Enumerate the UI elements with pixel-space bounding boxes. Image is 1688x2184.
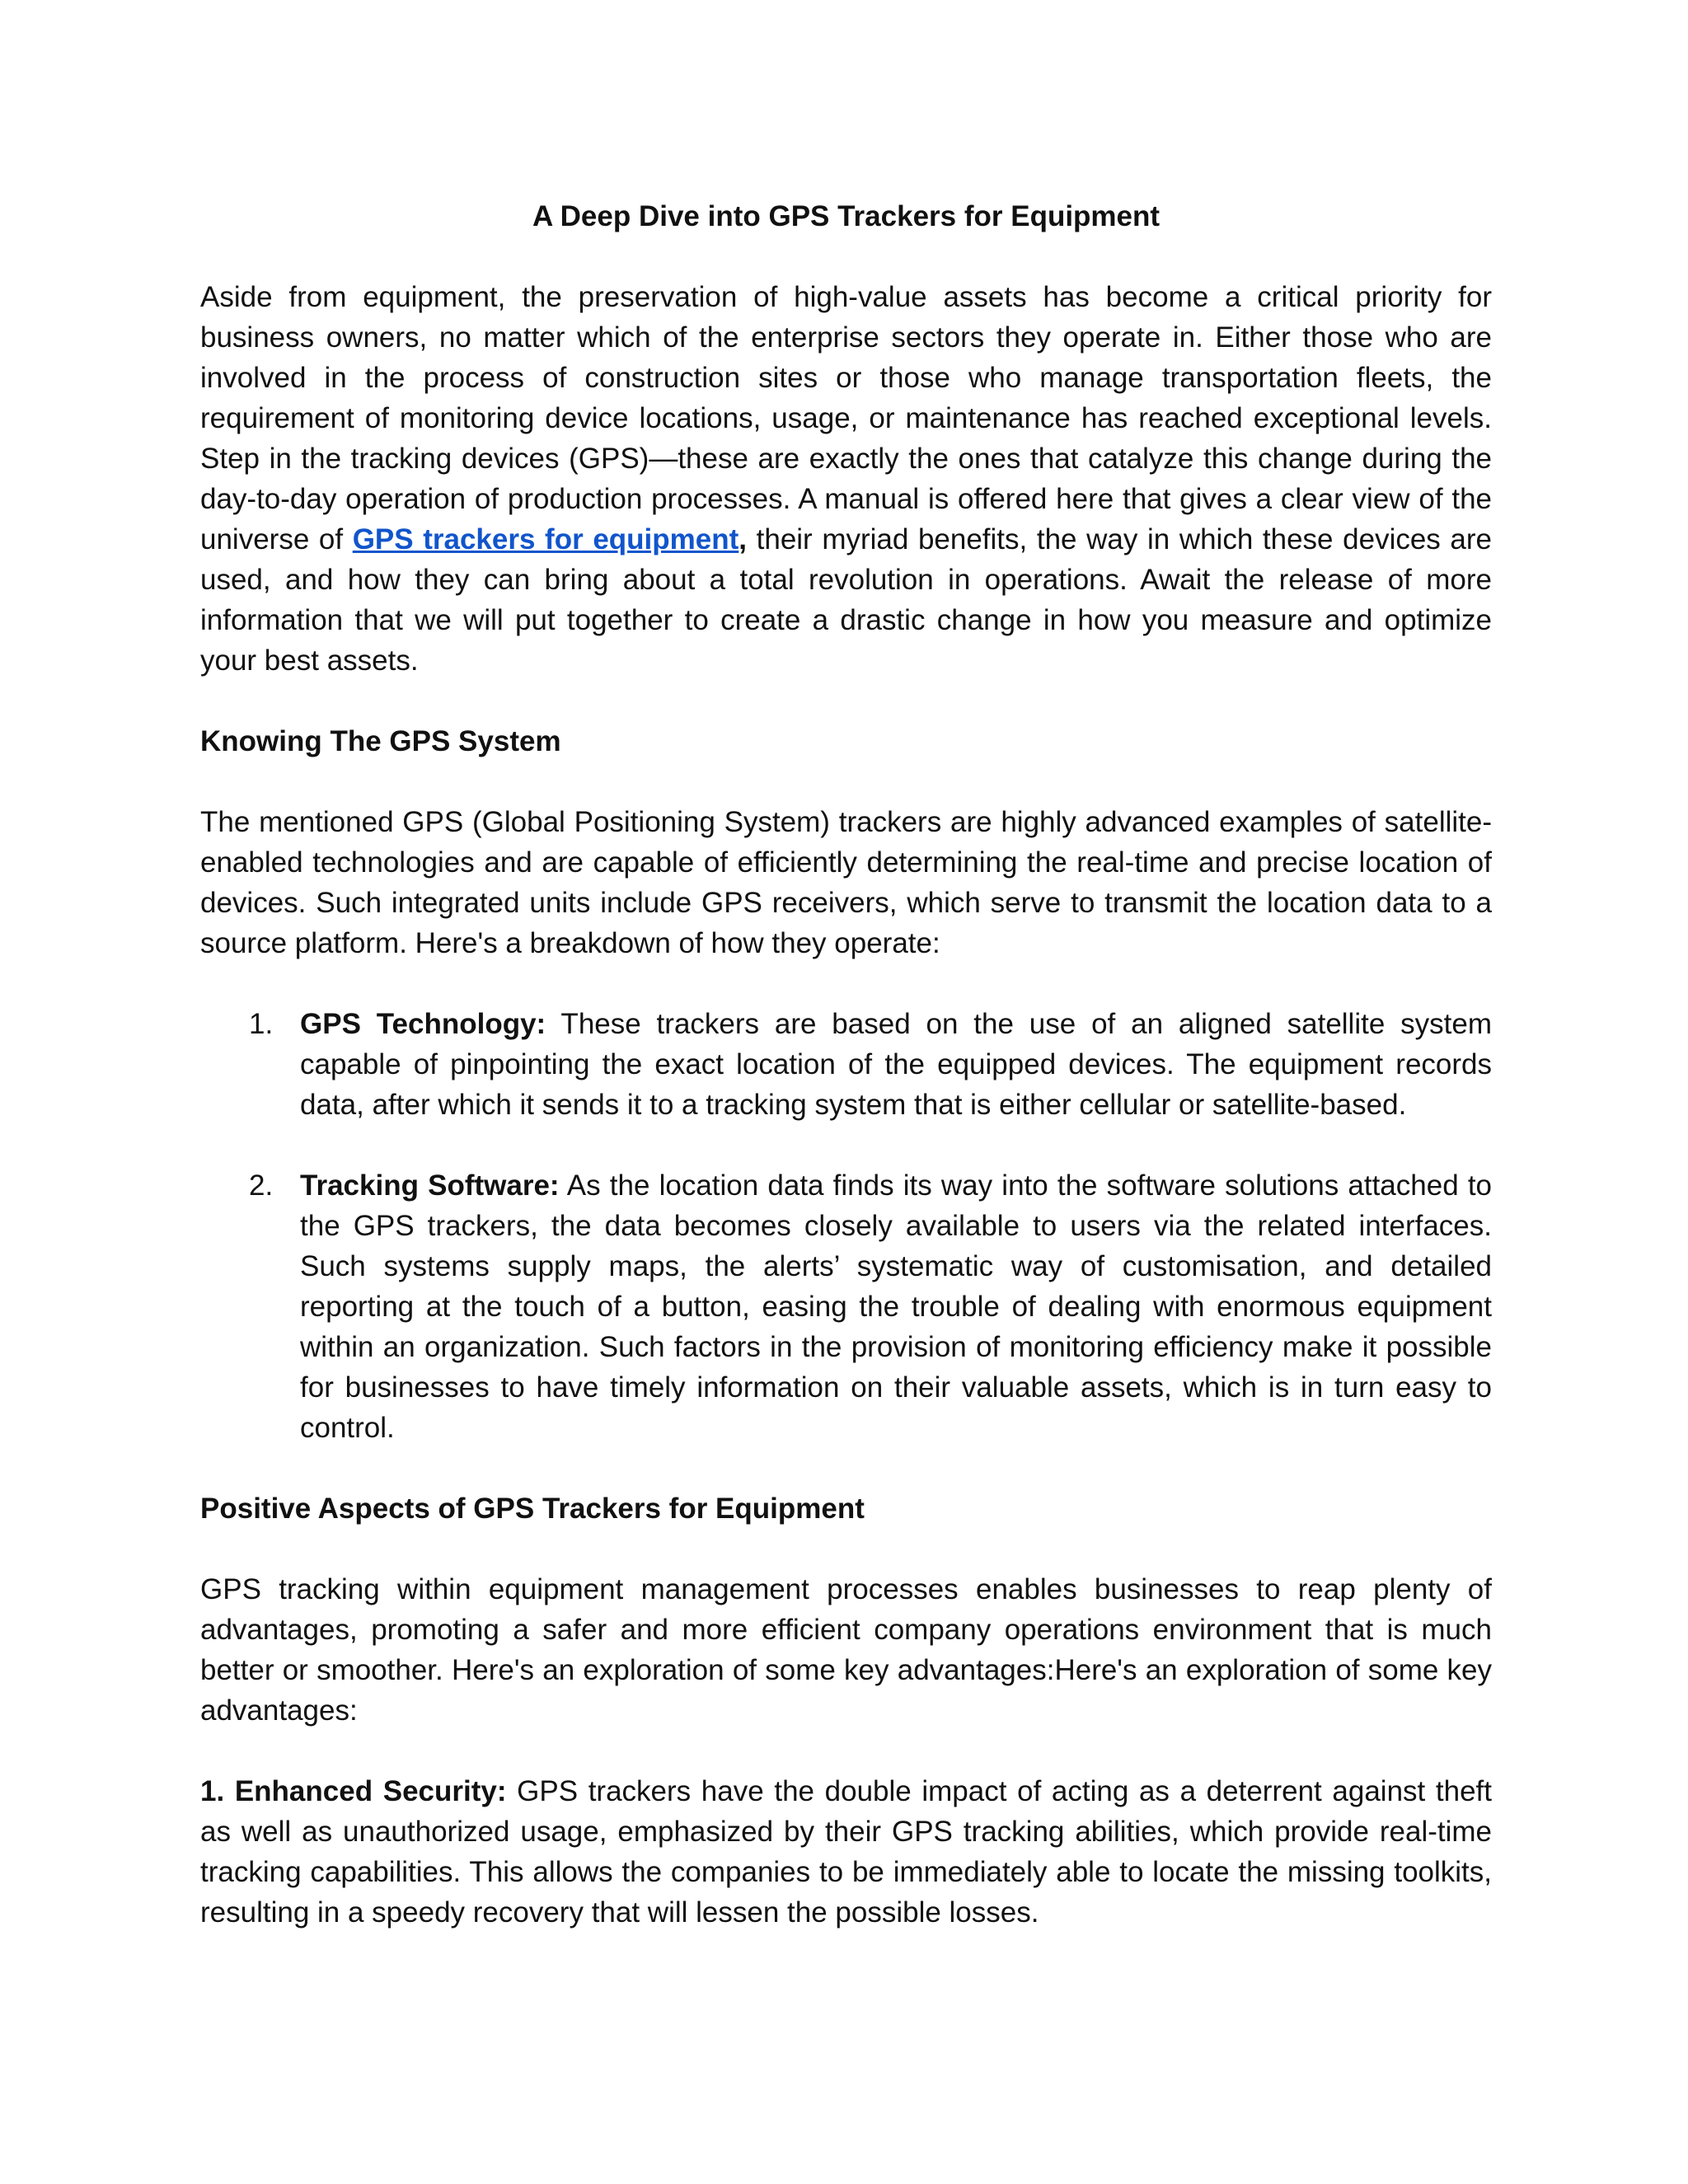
list-item [200, 1004, 1492, 1125]
list-item-number: 1. [249, 1008, 274, 1040]
intro-text-after-link: their myriad benefits, the way in which these devices are used, and how they can bring about a total revolution in operations. Await the release of more information that we will put together to create a drastic change in how you measure and optimize your best assets. [200, 523, 1493, 677]
gps-system-paragraph: The mentioned GPS (Global Positioning System) trackers are highly advanced examples of satellite-enabled technologies and are capable of efficiently determining the real-time and precise location of devices. Such integrated units include GPS receivers, which serve to transmit the location data to a source platform. Here's a breakdown of how they operate: [200, 806, 1492, 959]
section-heading-positive-aspects: Positive Aspects of GPS Trackers for Equipment [200, 1493, 865, 1525]
list-item-text: As the location data finds its way into the software solutions attached to the GPS trackers, the data becomes closely available to users via the related interfaces. Such systems supply maps, the alerts’ systematic way of customisation, and detailed reporting at the touch of a button, easing the trouble of dealing with enormous equipment within an organization. Such factors in the provision of monitoring efficiency make it possible for businesses to have timely information on their valuable assets, which is in turn easy to control. [300, 1169, 1493, 1444]
list-item-text: These trackers are based on the use of an aligned satellite system capable of pinpointing the exact location of the equipped devices. The equipment records data, after which it sends it to a tracking system that is either cellular or satellite-based. [300, 1008, 1492, 1121]
intro-bold-comma: , [738, 523, 748, 555]
list-item-label: Tracking Software: [300, 1169, 560, 1202]
intro-paragraph [200, 277, 1492, 681]
list-item-label: GPS Technology: [300, 1008, 546, 1040]
positive-aspects-paragraph: GPS tracking within equipment management processes enables businesses to reap plenty of advantages, promoting a safer and more efficient company operations environment that is much better or smoother. Here's an exploration of some key advantages:Here's an exploration of some key advantages: [200, 1573, 1492, 1727]
enhanced-security-label: 1. Enhanced Security: [200, 1775, 507, 1807]
gps-operation-list [200, 1004, 1492, 1448]
intro-text-before-link: Aside from equipment, the preservation of high-value assets has become a critical priority for business owners, no matter which of the enterprise sectors they operate in. Either those who are involved in the process of construction sites or those who manage transportation fleets, the requirement of monitoring device locations, usage, or maintenance has reached exceptional levels. Step in the tracking devices (GPS)—these are exactly the ones that catalyze this change during the day-to-day operation of production processes. A manual is offered here that gives a clear view of the universe of [200, 281, 1492, 555]
enhanced-security-text: GPS trackers have the double impact of acting as a deterrent against theft as well as unauthorized usage, emphasized by their GPS tracking abilities, which provide real-time tracking capabilities. This allows the companies to be immediately able to locate the missing toolkits, resulting in a speedy recovery that will lessen the possible losses. [200, 1775, 1493, 1929]
gps-trackers-link[interactable]: GPS trackers for equipment [352, 523, 739, 555]
enhanced-security-paragraph [200, 1771, 1492, 1933]
document-body [200, 196, 1492, 1973]
list-item [200, 1165, 1492, 1448]
section-heading-gps-system: Knowing The GPS System [200, 725, 561, 757]
document-title: A Deep Dive into GPS Trackers for Equipment [532, 200, 1160, 232]
list-item-number: 2. [249, 1169, 274, 1202]
